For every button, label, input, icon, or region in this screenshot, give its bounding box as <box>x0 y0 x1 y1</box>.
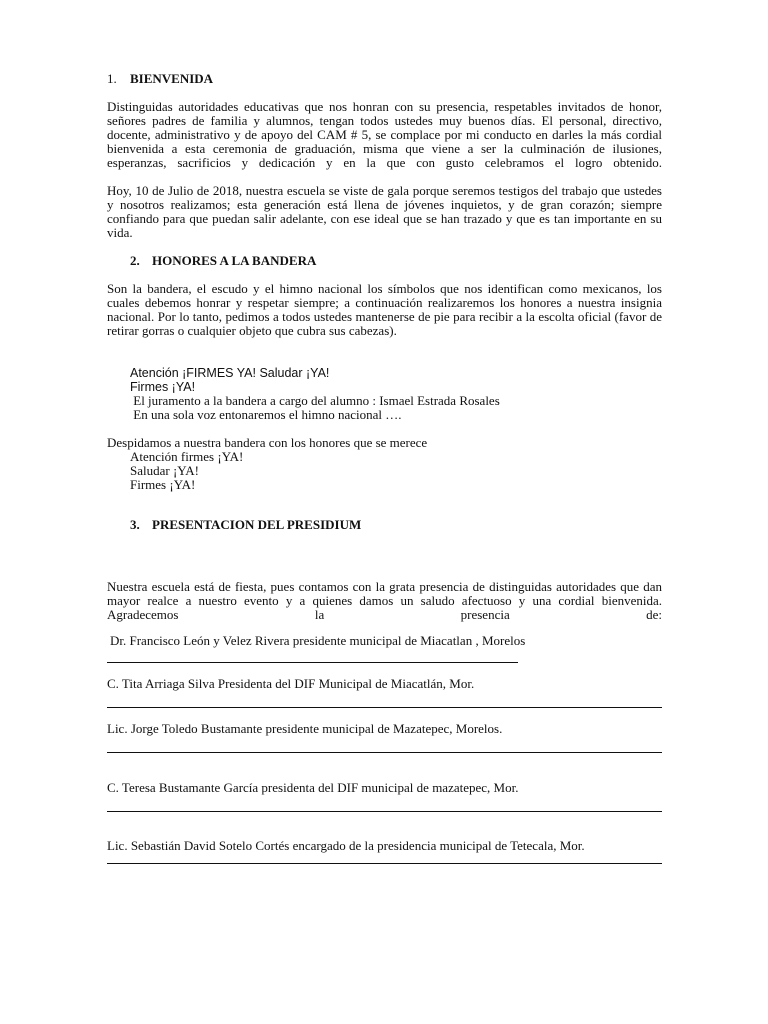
section-2-heading <box>130 254 662 268</box>
document-page <box>107 72 662 864</box>
section-1-number: 1. <box>107 71 117 86</box>
anthem-line: En una sola voz entonaremos el himno nacional …. <box>130 407 402 422</box>
welcome-paragraph-2: Hoy, 10 de Julio de 2018, nuestra escuela se viste de gala porque seremos testigos del trabajo que ustedes y nosotros realizamos; esta generación está llena de jóvenes inquietos, y de gran corazón; siempre confiando para que puedan salir adelante, con ese ideal que se han trazado y que es tan importante en su vida. <box>107 183 662 240</box>
flag-commands <box>130 366 662 422</box>
oath-line: El juramento a la bandera a cargo del alumno : Ismael Estrada Rosales <box>130 393 500 408</box>
section-3-number: 3. <box>130 517 140 532</box>
presidium-intro-paragraph: Nuestra escuela está de fiesta, pues contamos con la grata presencia de distinguidas autoridades que dan mayor realce a nuestro evento y a quienes damos un saludo afectuoso y una cordial bienvenida. Agradecemos la presencia de: <box>107 579 662 622</box>
guest-entry: Lic. Jorge Toledo Bustamante presidente municipal de Mazatepec, Morelos. <box>107 721 503 736</box>
command-line: Saludar ¡YA! <box>130 463 199 478</box>
guest-entry: C. Tita Arriaga Silva Presidenta del DIF Municipal de Miacatlán, Mor. <box>107 676 475 691</box>
farewell-line: Despidamos a nuestra bandera con los honores que se merece <box>107 435 428 450</box>
section-3-title: PRESENTACION DEL PRESIDIUM <box>152 517 362 532</box>
command-line: Atención firmes ¡YA! <box>130 449 244 464</box>
farewell-commands <box>130 450 662 492</box>
section-2-number: 2. <box>130 253 140 268</box>
section-3-heading <box>130 518 662 532</box>
guest-entry: Lic. Sebastián David Sotelo Cortés encargado de la presidencia municipal de Tetecala, Mor. <box>107 838 585 853</box>
command-line: Firmes ¡YA! <box>130 380 196 394</box>
section-2-title: HONORES A LA BANDERA <box>152 253 317 268</box>
command-line: Firmes ¡YA! <box>130 477 196 492</box>
guest-entry: Dr. Francisco León y Velez Rivera presidente municipal de Miacatlan , Morelos <box>110 633 526 648</box>
section-1-title: BIENVENIDA <box>130 71 214 86</box>
signature-line <box>107 863 662 864</box>
section-1-heading <box>107 72 662 86</box>
welcome-paragraph-1: Distinguidas autoridades educativas que nos honran con su presencia, respetables invitados de honor, señores padres de familia y alumnos, tengan todos ustedes muy buenos días. El personal, directivo, docente, administrativo y de apoyo del CAM # 5, se complace por mi conducto en darles la más cordial bienvenida a esta ceremonia de graduación, misma que viene a ser la culminación de ilusiones, esperanzas, sacrificios y dedicación y en la que con gusto celebramos el logro obtenido. <box>107 99 662 170</box>
flag-honors-paragraph: Son la bandera, el escudo y el himno nacional los símbolos que nos identifican como mexicanos, los cuales debemos honrar y respetar siempre; a continuación realizaremos los honores a nuestra insignia nacional. Por lo tanto, pedimos a todos ustedes mantenerse de pie para recibir a la escolta oficial (favor de retirar gorras o cualquier objeto que cubra sus cabezas). <box>107 281 662 338</box>
guest-entry: C. Teresa Bustamante García presidenta del DIF municipal de mazatepec, Mor. <box>107 780 519 795</box>
command-line: Atención ¡FIRMES YA! Saludar ¡YA! <box>130 366 330 380</box>
